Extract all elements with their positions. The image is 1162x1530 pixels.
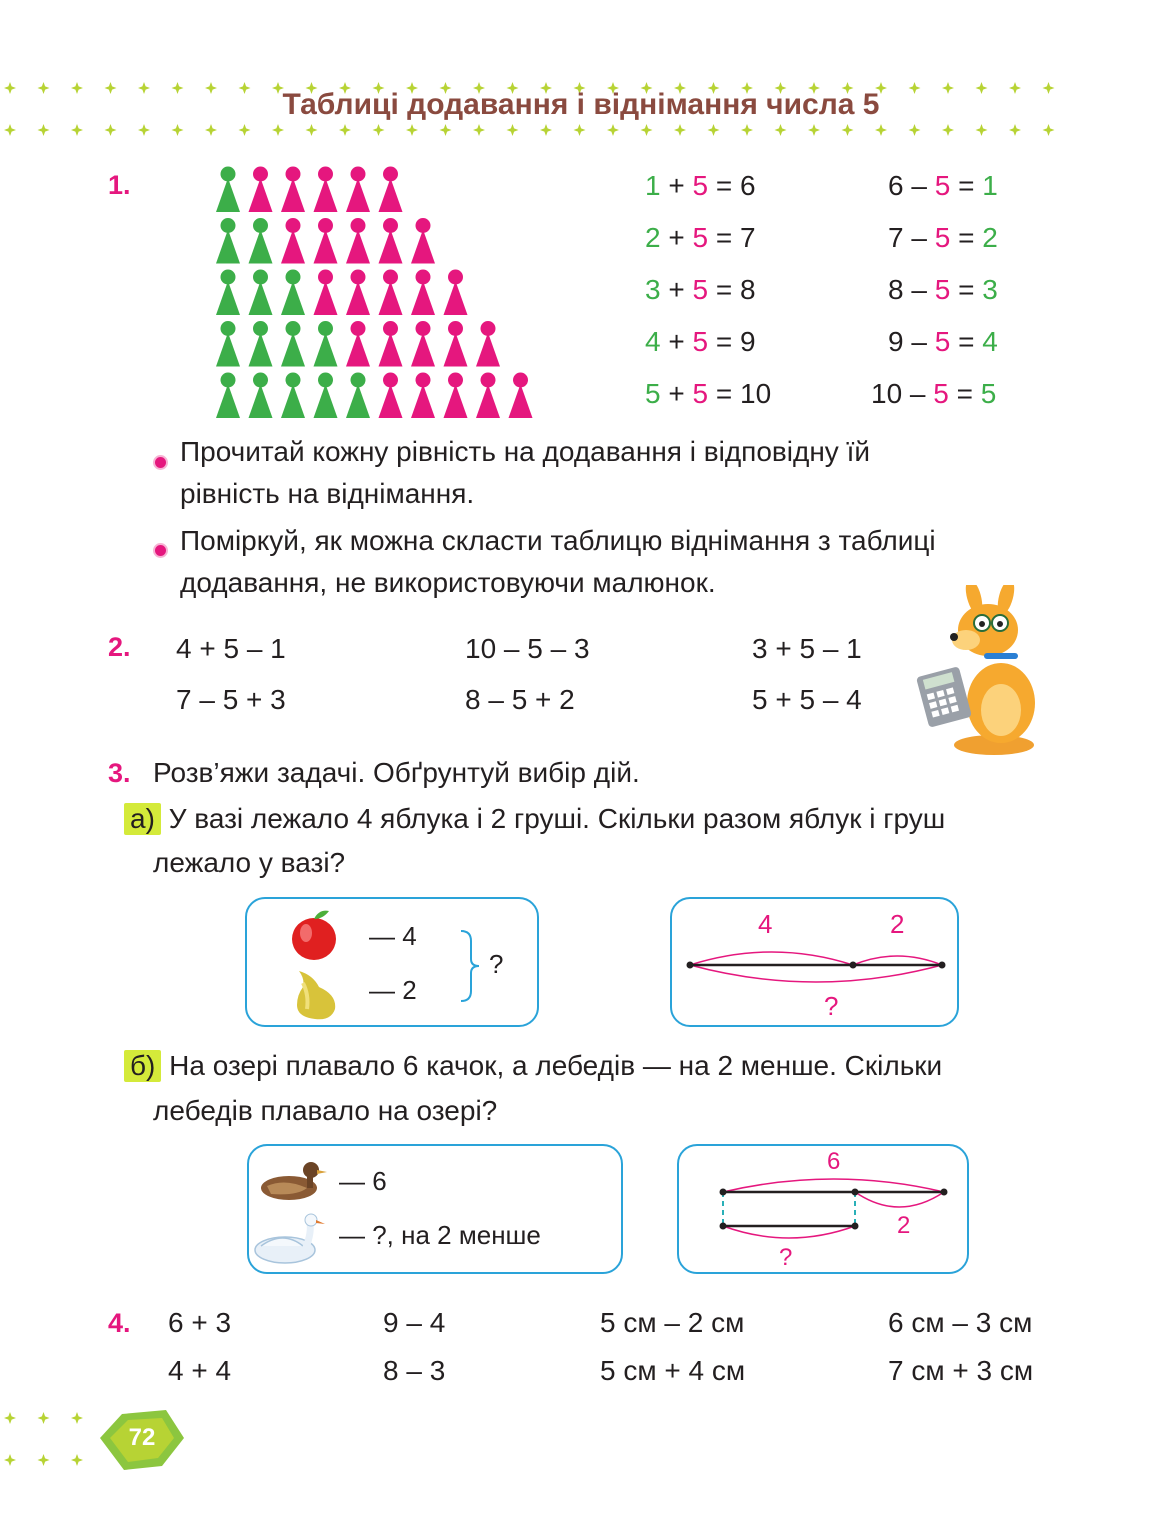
exercise-2-number: 2. [108, 632, 131, 662]
expression: 9 – 4 [383, 1307, 446, 1338]
star-icon [708, 124, 720, 136]
green-figure [249, 270, 273, 316]
expression: 8 – 3 [383, 1355, 446, 1386]
problem-b-text: На озері плавало 6 качок, а лебедів — на 2 менше. Скільки [169, 1050, 943, 1081]
star-icon [205, 124, 217, 136]
star-icon [71, 1454, 83, 1466]
star-icon [38, 1454, 50, 1466]
apple-count: — 4 [369, 921, 417, 951]
star-icon [38, 124, 50, 136]
expression: 5 см – 2 см [600, 1307, 745, 1338]
pink-figure [444, 270, 468, 316]
expression: 8 – 5 + 2 [465, 684, 575, 715]
instruction-2-line2: додавання, не використовуючи малюнок. [180, 567, 716, 598]
green-figure [216, 270, 240, 316]
apple-icon [289, 905, 339, 963]
green-figure [281, 270, 305, 316]
pink-figure [346, 167, 370, 213]
segment-label-top: 6 [827, 1148, 841, 1175]
expression: 6 + 3 [168, 1307, 232, 1338]
pink-figure [444, 321, 468, 367]
pink-figure [444, 373, 468, 419]
star-icon [641, 124, 653, 136]
equation: 7 – 5 = 2 [888, 222, 998, 253]
pink-figure [379, 373, 403, 419]
pink-figure [281, 218, 305, 264]
segment-label-left: 4 [758, 909, 773, 939]
expression: 4 + 4 [168, 1355, 232, 1386]
equation: 5 + 5 = 10 [645, 378, 772, 409]
segment-label-right: 2 [890, 909, 905, 939]
star-icon [306, 124, 318, 136]
pink-figure [249, 167, 273, 213]
equation: 1 + 5 = 6 [645, 170, 756, 201]
kangaroo-calculator-illustration [916, 585, 1056, 760]
pink-figure [411, 218, 435, 264]
expression: 3 + 5 – 1 [752, 633, 862, 664]
green-figure [346, 373, 370, 419]
pink-figure [379, 321, 403, 367]
equation: 6 – 5 = 1 [888, 170, 998, 201]
bullet-icon [153, 543, 168, 558]
pink-figure [379, 270, 403, 316]
problem-a-segment-diagram [670, 897, 959, 1027]
green-figure [249, 218, 273, 264]
green-figure [281, 373, 305, 419]
equation: 4 + 5 = 9 [645, 326, 756, 357]
problem-b-short-record [247, 1144, 623, 1274]
green-figure [314, 321, 338, 367]
pink-figure [314, 218, 338, 264]
green-figure [249, 321, 273, 367]
expression: 10 – 5 – 3 [465, 633, 590, 664]
duck-count: — 6 [339, 1166, 387, 1196]
pink-figure [346, 218, 370, 264]
pink-figure [346, 270, 370, 316]
exercise-1-number: 1. [108, 170, 131, 200]
star-icon [473, 124, 485, 136]
star-icon [272, 124, 284, 136]
segment-label-bottom: ? [779, 1244, 793, 1271]
star-icon [138, 124, 150, 136]
star-icon [4, 124, 16, 136]
star-icon [775, 124, 787, 136]
problem-b-line2: лебедів плавало на озері? [153, 1095, 498, 1126]
equation: 2 + 5 = 7 [645, 222, 756, 253]
exercise-4-number: 4. [108, 1308, 131, 1338]
star-icon [4, 1412, 16, 1424]
star-icon [674, 124, 686, 136]
green-figure [249, 373, 273, 419]
problem-b-segment-diagram [677, 1144, 969, 1274]
exercise-3-number: 3. [108, 758, 131, 788]
pink-figure [379, 167, 403, 213]
star-icon [239, 124, 251, 136]
pink-figure [411, 321, 435, 367]
green-figure [216, 167, 240, 213]
star-icon [741, 124, 753, 136]
segment-label-diff: 2 [897, 1212, 911, 1239]
star-icon [373, 124, 385, 136]
green-figure [216, 373, 240, 419]
star-icon [976, 124, 988, 136]
pink-figure [509, 373, 533, 419]
pink-figure [411, 270, 435, 316]
page-number: 72 [128, 1424, 156, 1451]
expression: 7 – 5 + 3 [176, 684, 286, 715]
star-icon [942, 124, 954, 136]
star-icon [909, 124, 921, 136]
segment-diagram-b [679, 1146, 967, 1272]
star-icon [842, 124, 854, 136]
instruction-1-line2: рівність на віднімання. [180, 478, 475, 509]
total-question: ? [489, 949, 504, 979]
pink-figure [476, 373, 500, 419]
segment-label-total: ? [824, 991, 839, 1021]
equation: 3 + 5 = 8 [645, 274, 756, 305]
star-icon [808, 124, 820, 136]
star-icon [1043, 124, 1055, 136]
expression: 5 см + 4 см [600, 1355, 746, 1386]
star-icon [574, 124, 586, 136]
pear-count: — 2 [369, 975, 417, 1005]
segment-diagram-a [672, 899, 957, 1025]
star-icon [875, 124, 887, 136]
instruction-2-line1: Поміркуй, як можна скласти таблицю віднімання з таблиці [180, 525, 936, 556]
problem-a-text: У вазі лежало 4 яблука і 2 груші. Скільки разом яблук і груш [168, 803, 946, 834]
equation: 8 – 5 = 3 [888, 274, 998, 305]
star-icon [105, 124, 117, 136]
green-figure [281, 321, 305, 367]
problem-a-short-record [245, 897, 539, 1027]
expression: 5 + 5 – 4 [752, 684, 862, 715]
green-figure [216, 218, 240, 264]
expression: 4 + 5 – 1 [176, 633, 286, 664]
problem-b-tag: б) [124, 1050, 161, 1082]
star-icon [71, 1412, 83, 1424]
star-icon [71, 124, 83, 136]
pink-figure [346, 321, 370, 367]
swan-icon [253, 1210, 329, 1266]
star-icon [4, 1454, 16, 1466]
bullet-icon [153, 455, 168, 470]
problem-a-tag: а) [124, 803, 161, 835]
pink-figure [476, 321, 500, 367]
expression: 6 см – 3 см [888, 1307, 1033, 1338]
star-icon [440, 124, 452, 136]
star-icon [1009, 124, 1021, 136]
expression: 7 см + 3 см [888, 1355, 1034, 1386]
pear-icon [289, 965, 341, 1021]
problem-b-line1 [124, 1050, 942, 1082]
star-icon [607, 124, 619, 136]
star-icon [339, 124, 351, 136]
problem-a-line2: лежало у вазі? [153, 847, 346, 878]
counting-figures [210, 160, 540, 420]
pink-figure [314, 167, 338, 213]
exercise-3-intro: Розв’яжи задачі. Обґрунтуй вибір дій. [153, 757, 640, 788]
equation: 9 – 5 = 4 [888, 326, 998, 357]
pink-figure [379, 218, 403, 264]
star-icon [507, 124, 519, 136]
pink-figure [314, 270, 338, 316]
star-icon [540, 124, 552, 136]
swan-count: — ?, на 2 менше [339, 1220, 541, 1250]
pink-figure [411, 373, 435, 419]
equation: 10 – 5 = 5 [871, 378, 997, 409]
brace-icon [459, 929, 481, 1003]
green-figure [216, 321, 240, 367]
star-icon [38, 1412, 50, 1424]
instruction-1-line1: Прочитай кожну рівність на додавання і відповідну їй [180, 436, 871, 467]
problem-a-line1 [124, 803, 945, 835]
page-title: Таблиці додавання і віднімання числа 5 [282, 88, 880, 121]
pink-figure [281, 167, 305, 213]
duck-icon [257, 1156, 329, 1206]
star-icon [406, 124, 418, 136]
star-icon [172, 124, 184, 136]
green-figure [314, 373, 338, 419]
